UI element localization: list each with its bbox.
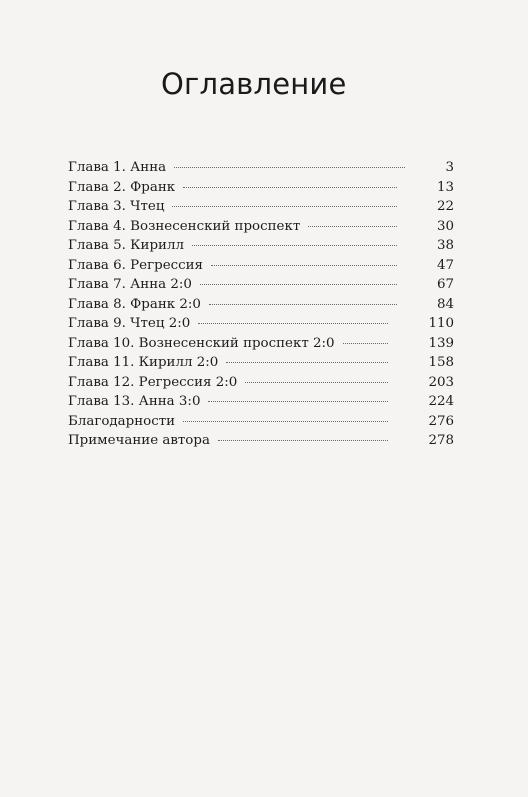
toc-entry <box>68 334 454 354</box>
dot-leader <box>198 322 388 324</box>
toc-entry-title: Глава 7. Анна 2:0 <box>68 277 192 292</box>
dot-leader <box>211 264 397 266</box>
toc-entry-page-number: 13 <box>436 179 454 195</box>
toc-entry-page-number: 278 <box>428 433 454 448</box>
toc-entry <box>68 314 454 334</box>
toc-entry <box>68 256 454 276</box>
dot-leader <box>192 244 397 246</box>
toc-entry-page-number: 38 <box>436 238 454 253</box>
toc-entry-title: Глава 2. Франк <box>68 179 176 195</box>
dot-leader <box>308 225 397 227</box>
toc-entry-page-number: 3 <box>445 160 454 175</box>
toc-entry-page-number: 22 <box>436 199 454 214</box>
toc-entry <box>68 431 454 451</box>
toc-entry <box>68 412 454 432</box>
toc-entry <box>68 217 454 237</box>
toc-entry-title: Глава 8. Франк 2:0 <box>68 296 201 312</box>
toc-entry-page-number: 30 <box>436 218 454 234</box>
dot-leader <box>226 361 388 363</box>
dot-leader <box>218 439 389 441</box>
toc-entry-page-number: 110 <box>428 316 454 331</box>
toc-entry-page-number: 276 <box>428 413 454 429</box>
toc-entry-title: Глава 5. Кирилл <box>68 238 184 253</box>
toc-entry <box>68 197 454 217</box>
toc-entry-page-number: 139 <box>428 335 454 351</box>
toc-entry-page-number: 158 <box>428 355 454 370</box>
toc-entry-title: Глава 9. Чтец 2:0 <box>68 316 191 331</box>
dot-leader <box>208 400 388 402</box>
toc-entry-page-number: 203 <box>428 374 454 390</box>
toc-entry-page-number: 67 <box>436 277 454 292</box>
dot-leader <box>343 342 389 344</box>
dot-leader <box>200 283 397 285</box>
toc-entry <box>68 178 454 198</box>
toc-entry-title: Глава 11. Кирилл 2:0 <box>68 355 219 370</box>
page-title: Оглавление <box>161 67 347 101</box>
toc-entry <box>68 236 454 256</box>
toc-entry-title: Благодарности <box>68 413 176 429</box>
dot-leader <box>174 166 405 168</box>
toc-entry-title: Глава 13. Анна 3:0 <box>68 394 201 409</box>
dot-leader <box>245 381 388 383</box>
toc-entry <box>68 275 454 295</box>
toc-entry-page-number: 84 <box>436 296 454 312</box>
dot-leader <box>209 303 397 305</box>
toc-entry <box>68 373 454 393</box>
dot-leader <box>183 420 388 422</box>
table-of-contents <box>68 158 454 451</box>
toc-entry <box>68 353 454 373</box>
toc-entry-title: Глава 6. Регрессия <box>68 257 203 273</box>
toc-entry-page-number: 47 <box>436 257 454 273</box>
toc-entry <box>68 295 454 315</box>
toc-entry-title: Примечание автора <box>68 433 210 448</box>
toc-entry-title: Глава 12. Регрессия 2:0 <box>68 374 238 390</box>
toc-entry-title: Глава 3. Чтец <box>68 199 165 214</box>
dot-leader <box>172 205 396 207</box>
toc-entry-title: Глава 1. Анна <box>68 160 167 175</box>
toc-entry <box>68 392 454 412</box>
toc-entry-title: Глава 4. Вознесенский проспект <box>68 218 301 234</box>
toc-entry-page-number: 224 <box>428 394 454 409</box>
toc-entry-title: Глава 10. Вознесенский проспект 2:0 <box>68 335 335 351</box>
dot-leader <box>183 186 397 188</box>
toc-entry <box>68 158 454 178</box>
